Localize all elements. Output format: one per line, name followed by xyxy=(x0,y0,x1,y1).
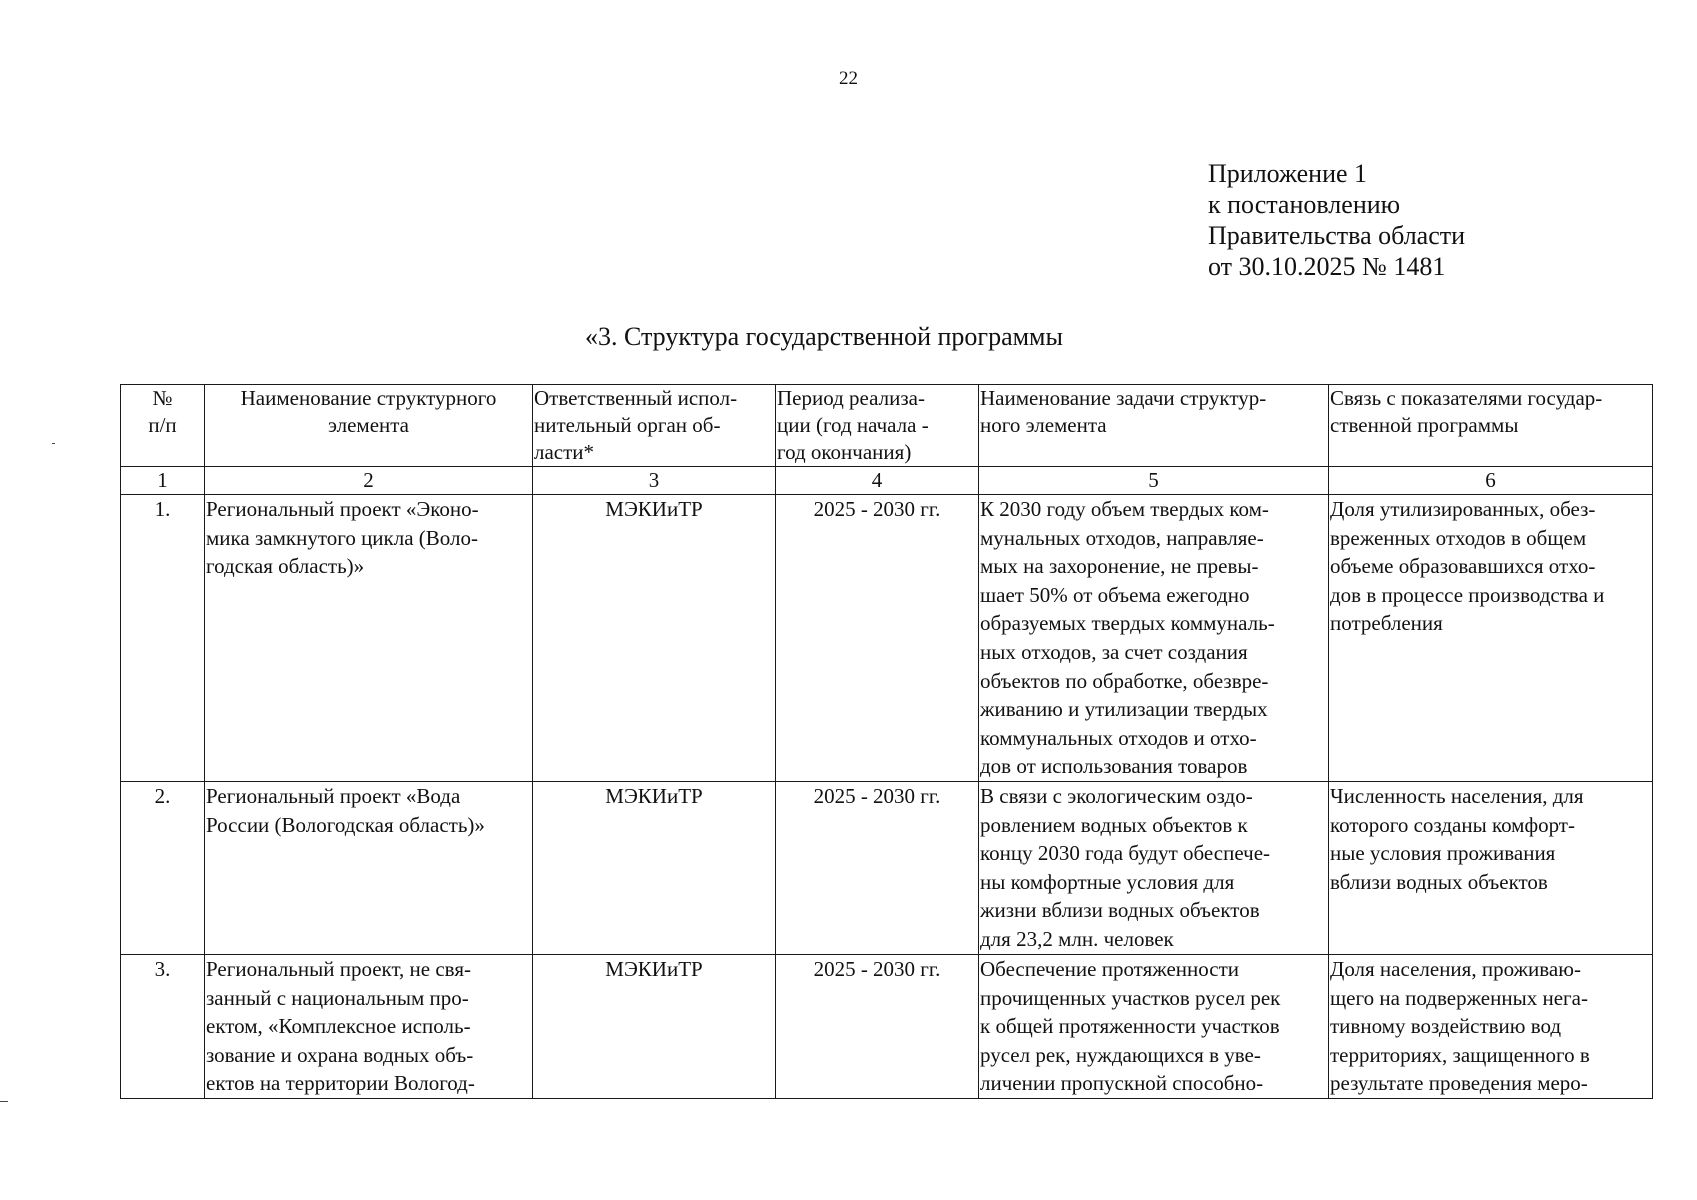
header-cell-period: Период реализа- ции (год начала - год окончания) xyxy=(776,385,979,467)
row-indicators: Доля утилизированных, обез- вреженных отходов в общем объеме образовавшихся отхо- дов в процессе производства и потребления xyxy=(1329,495,1653,782)
row-executor: МЭКИиТР xyxy=(533,955,776,1099)
column-number: 5 xyxy=(979,467,1329,495)
table-row xyxy=(121,782,1653,955)
row-period: 2025 - 2030 гг. xyxy=(776,495,979,782)
appendix-line-3: Правительства области xyxy=(1208,221,1466,250)
row-number: 3. xyxy=(121,955,205,1099)
row-element-name: Региональный проект «Вода России (Вологодская область)» xyxy=(205,782,533,955)
column-number: 6 xyxy=(1329,467,1653,495)
row-task: В связи с экологическим оздо- ровлением водных объектов к концу 2030 года будут обеспече- ны комфортные условия для жизни вблизи водных объектов для 23,2 млн. человек xyxy=(979,782,1329,955)
column-number-row xyxy=(121,467,1653,495)
appendix-line-1: Приложение 1 xyxy=(1208,159,1368,188)
table-header-row xyxy=(121,385,1653,467)
row-task: Обеспечение протяженности прочищенных участков русел рек к общей протяженности участков русел рек, нуждающихся в уве- личении пропускной способно- xyxy=(979,955,1329,1099)
row-number: 2. xyxy=(121,782,205,955)
row-task: К 2030 году объем твердых ком- мунальных отходов, направляе- мых на захоронение, не превы- шает 50% от объема ежегодно образуемых твердых коммуналь- ных отходов, за счет создания объектов по обработке, обезвре- живанию и утилизации твердых коммунальных отходов и отхо- дов от использования товаров xyxy=(979,495,1329,782)
row-period: 2025 - 2030 гг. xyxy=(776,955,979,1099)
appendix-block xyxy=(1208,158,1465,282)
scan-mark xyxy=(52,443,55,444)
section-title: «3. Структура государственной программы xyxy=(585,322,1063,351)
table-row xyxy=(121,955,1653,1099)
structure-table xyxy=(120,384,1653,1099)
header-cell-number: № п/п xyxy=(121,385,205,467)
table-row xyxy=(121,495,1653,782)
appendix-line-2: к постановлению xyxy=(1208,190,1401,219)
row-period: 2025 - 2030 гг. xyxy=(776,782,979,955)
header-cell-indicators: Связь с показателями государ- ственной программы xyxy=(1329,385,1653,467)
row-element-name: Региональный проект «Эконо- мика замкнутого цикла (Воло- годская область)» xyxy=(205,495,533,782)
header-cell-executor: Ответственный испол- нительный орган об- ласти* xyxy=(533,385,776,467)
column-number: 3 xyxy=(533,467,776,495)
column-number: 1 xyxy=(121,467,205,495)
appendix-line-4: от 30.10.2025 № 1481 xyxy=(1208,252,1446,281)
row-indicators: Доля населения, проживаю- щего на подверженных нега- тивному воздействию вод территориях, защищенного в результате проведения меро- xyxy=(1329,955,1653,1099)
column-number: 2 xyxy=(205,467,533,495)
row-number: 1. xyxy=(121,495,205,782)
scan-mark xyxy=(0,1101,8,1102)
row-executor: МЭКИиТР xyxy=(533,495,776,782)
row-indicators: Численность населения, для которого созданы комфорт- ные условия проживания вблизи водных объектов xyxy=(1329,782,1653,955)
row-element-name: Региональный проект, не свя- занный с национальным про- ектом, «Комплексное исполь- зование и охрана водных объ- ектов на территории Вологод- xyxy=(205,955,533,1099)
header-cell-element-name: Наименование структурного элемента xyxy=(205,385,533,467)
column-number: 4 xyxy=(776,467,979,495)
header-cell-task: Наименование задачи структур- ного элемента xyxy=(979,385,1329,467)
page-number: 22 xyxy=(839,68,858,89)
row-executor: МЭКИиТР xyxy=(533,782,776,955)
